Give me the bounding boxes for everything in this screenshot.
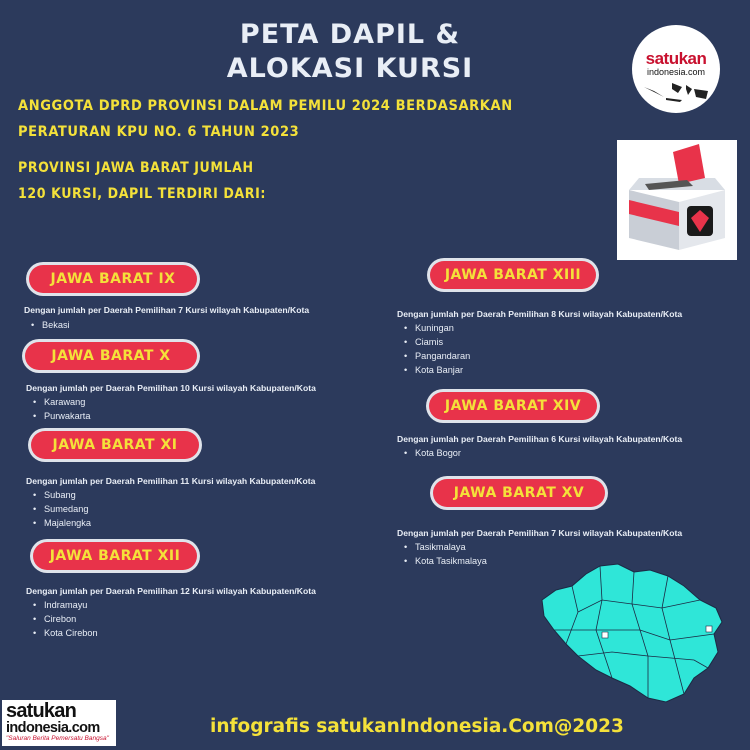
title-line-1: PETA DAPIL & xyxy=(239,19,461,50)
dapil-xii-label: JAWA BARAT XII xyxy=(33,542,197,570)
list-item: • Kota Cirebon xyxy=(26,626,98,640)
subtitle-line-2: PERATURAN KPU NO. 6 TAHUN 2023 xyxy=(18,124,300,140)
footer-logo-tagline: "Saluran Berita Pemersatu Bangsa" xyxy=(6,735,109,742)
satukan-logo-footer xyxy=(2,700,116,746)
dapil-x-areas xyxy=(26,395,90,423)
dapil-xiv-badge xyxy=(426,389,600,423)
dapil-xv-areas xyxy=(397,540,487,568)
intro-line-2: 120 KURSI, DAPIL TERDIRI DARI: xyxy=(18,186,266,202)
west-java-map xyxy=(538,560,728,710)
list-item: • Karawang xyxy=(26,395,90,409)
dapil-xiv-desc: Dengan jumlah per Daerah Pemilihan 6 Kursi wilayah Kabupaten/Kota xyxy=(397,434,683,444)
dapil-x-desc: Dengan jumlah per Daerah Pemilihan 10 Kursi wilayah Kabupaten/Kota xyxy=(26,383,316,393)
map-region-outline xyxy=(542,564,722,702)
dapil-x-badge xyxy=(22,339,200,373)
list-item: • Subang xyxy=(26,488,91,502)
logo-word-1: satukan xyxy=(645,49,707,68)
subtitle-line-1: ANGGOTA DPRD PROVINSI DALAM PEMILU 2024 BERDASARKAN xyxy=(18,98,513,114)
list-item: • Kuningan xyxy=(397,321,470,335)
dapil-xiv-label: JAWA BARAT XIV xyxy=(429,392,597,420)
satukan-logo-circle xyxy=(632,25,720,113)
dapil-xi-areas xyxy=(26,488,91,530)
dapil-xi-badge xyxy=(28,428,202,462)
dapil-xiii-label: JAWA BARAT XIII xyxy=(430,261,596,289)
ballot-box-icon xyxy=(617,140,737,260)
indonesia-map-icon xyxy=(642,79,710,105)
list-item: • Tasikmalaya xyxy=(397,540,487,554)
footer-logo-word-2: indonesia.com xyxy=(6,720,100,736)
list-item: • Majalengka xyxy=(26,516,91,530)
map-city-marker xyxy=(706,626,712,632)
dapil-xi-desc: Dengan jumlah per Daerah Pemilihan 11 Kursi wilayah Kabupaten/Kota xyxy=(26,476,316,486)
page-title xyxy=(0,18,700,86)
logo-word-2: indonesia.com xyxy=(646,67,706,77)
dapil-xii-desc: Dengan jumlah per Daerah Pemilihan 12 Kursi wilayah Kabupaten/Kota xyxy=(26,586,316,596)
dapil-xi-label: JAWA BARAT XI xyxy=(31,431,199,459)
dapil-xv-badge xyxy=(430,476,608,510)
dapil-x-label: JAWA BARAT X xyxy=(25,342,197,370)
footer-credit: infografis satukanIndonesia.Com@2023 xyxy=(210,716,624,737)
dapil-xii-areas xyxy=(26,598,98,640)
dapil-ix-badge xyxy=(26,262,200,296)
ballot-box-image xyxy=(617,140,737,260)
dapil-xiii-badge xyxy=(427,258,599,292)
dapil-ix-label: JAWA BARAT IX xyxy=(29,265,197,293)
dapil-xiv-areas xyxy=(397,446,461,460)
dapil-xiii-areas xyxy=(397,321,470,377)
list-item: • Kota Tasikmalaya xyxy=(397,554,487,568)
dapil-ix-desc: Dengan jumlah per Daerah Pemilihan 7 Kursi wilayah Kabupaten/Kota xyxy=(24,305,310,315)
list-item: • Cirebon xyxy=(26,612,98,626)
dapil-ix-areas xyxy=(24,318,70,332)
list-item: • Pangandaran xyxy=(397,349,470,363)
list-item: • Bekasi xyxy=(24,318,70,332)
list-item: • Purwakarta xyxy=(26,409,90,423)
list-item: • Kota Banjar xyxy=(397,363,470,377)
list-item: • Kota Bogor xyxy=(397,446,461,460)
intro-line-1: PROVINSI JAWA BARAT JUMLAH xyxy=(18,160,254,176)
dapil-xv-desc: Dengan jumlah per Daerah Pemilihan 7 Kursi wilayah Kabupaten/Kota xyxy=(397,528,683,538)
dapil-xiii-desc: Dengan jumlah per Daerah Pemilihan 8 Kursi wilayah Kabupaten/Kota xyxy=(397,309,683,319)
footer-logo-word-1: satukan xyxy=(6,700,76,722)
dapil-xv-label: JAWA BARAT XV xyxy=(433,479,605,507)
dapil-xii-badge xyxy=(30,539,200,573)
list-item: • Indramayu xyxy=(26,598,98,612)
title-line-2: ALOKASI KURSI xyxy=(226,53,474,84)
list-item: • Ciamis xyxy=(397,335,470,349)
list-item: • Sumedang xyxy=(26,502,91,516)
map-city-marker xyxy=(602,632,608,638)
